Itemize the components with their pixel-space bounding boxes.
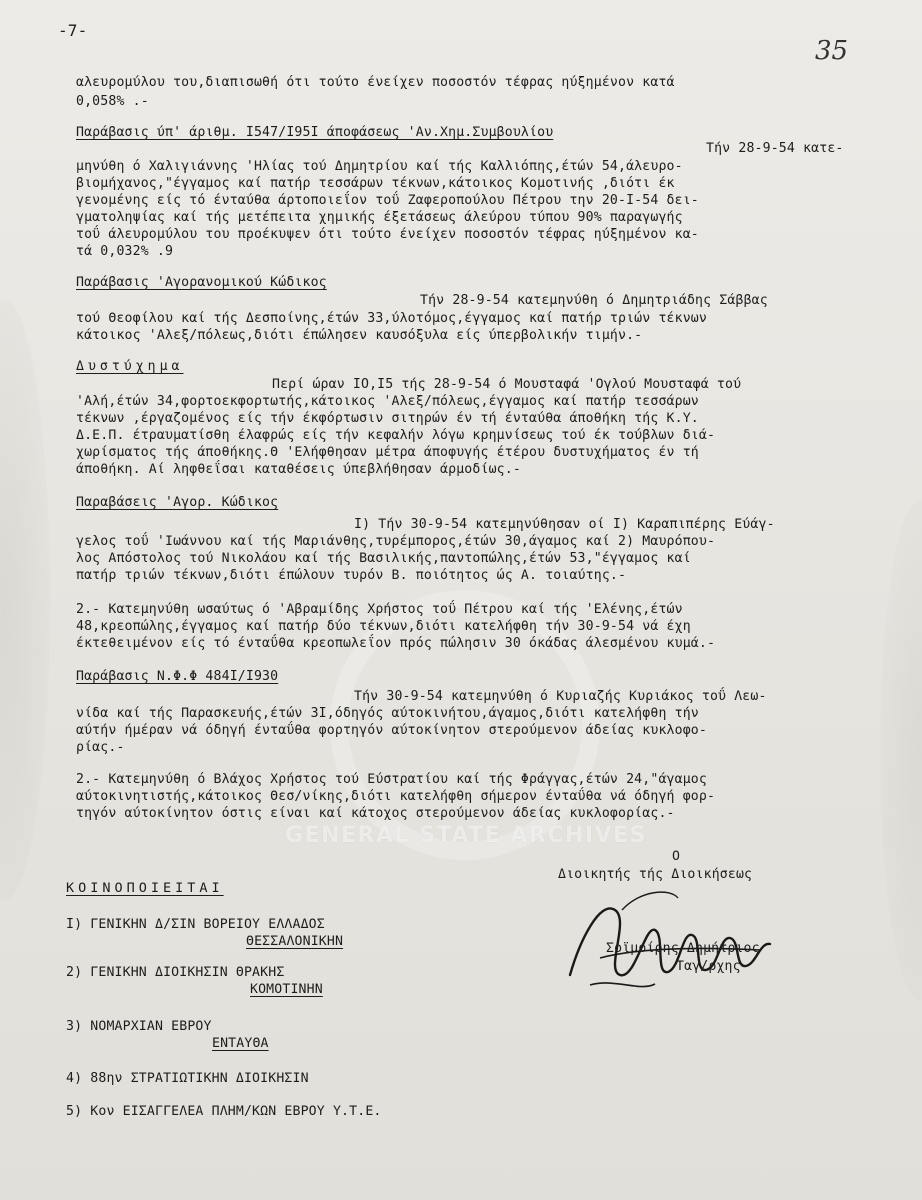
distribution-item: I) ΓΕΝΙΚΗΝ Δ/ΣΙΝ ΒΟΡΕΙΟΥ ΕΛΛΑΔΟΣ: [66, 917, 325, 932]
text-line: αλευρομύλου του,διαπισωθή ότι τούτο ένείχεν ποσοστόν τέφρας ηύξημένον κατά: [76, 75, 675, 90]
text-line: κάτοικος 'Αλεξ/πόλεως,διότι έπώλησεν καυσόξυλα είς ύπερβολικήν τιμήν.-: [76, 328, 643, 343]
text-line: άποθήκη. Αί ληφθεΐσαι καταθέσεις ύπεβλήθησαν άρμοδίως.-: [76, 462, 521, 477]
text-line: Περί ώραν IO,I5 τής 28-9-54 ό Μουσταφά 'Ογλού Μουσταφά τού: [272, 377, 742, 392]
text-line: αύτοκινητιστής,κάτοικος Θεσ/νίκης,διότι κατελήφθη σήμερον ένταΰθα νά όδηγή φορ-: [76, 789, 716, 804]
page-number: -7-: [58, 21, 88, 40]
text-line: πατήρ τριών τέκνων,διότι έπώλουν τυρόν Β. ποιότητος ώς Α. τοιαύτης.-: [76, 568, 627, 583]
text-line: νίδα καί τής Παρασκευής,έτών 3I,όδηγός αύτοκινήτου,άγαμος,διότι κατελήφθη τήν: [76, 706, 699, 721]
signatory-title: Διοικητής τής Διοικήσεως: [558, 867, 753, 882]
signatory-name: Σοϊμοίρης Δημήτριος: [606, 941, 760, 956]
text-line: λος Απόστολος τού Νικολάου καί τής Βασιλικής,παντοπώλης,έτών 53,"έγγαμος καί: [76, 551, 691, 566]
text-line: Τήν 28-9-54 κατεμηνύθη ό Δημητριάδης Σάββας: [420, 293, 768, 308]
text-line: τοΰ άλευρομύλου του προέκυψεν ότι τούτο ένείχεν ποσοστόν τέφρας ηύξημένον κα-: [76, 227, 699, 242]
text-line: χωρίσματος τής άποθήκης.Θ 'Ελήφθησαν μέτρα άποφυγής έτέρου δυστυχήματος έν τή: [76, 445, 699, 460]
text-line: 'Αλή,έτών 34,φορτοεκφορτωτής,κάτοικος 'Αλεξ/πόλεως,έγγαμος καί πατήρ τεσσάρων: [76, 394, 699, 409]
text-line: I) Τήν 30-9-54 κατεμηνύθησαν οί I) Καραπιπέρης Εύάγ-: [354, 517, 775, 532]
section-heading: Παράβασις ύπ' άριθμ. I547/I95I άποφάσεως 'Αν.Χημ.Συμβουλίου: [76, 125, 554, 140]
section-heading: Παραβάσεις 'Αγορ. Κώδικος: [76, 495, 279, 510]
text-line: αύτήν ήμέραν νά όδηγή ένταΰθα φορτηγόν αύτοκίνητον στερούμενον άδείας κυκλοφο-: [76, 723, 707, 738]
distribution-item: 4) 88ην ΣΤΡΑΤΙΩΤΙΚΗΝ ΔΙΟΙΚΗΣΙΝ: [66, 1071, 309, 1086]
section-heading: Δυστύχημα: [76, 359, 184, 374]
text-line: 48,κρεοπώλης,έγγαμος καί πατήρ δύο τέκνων,διότι κατελήφθη τήν 30-9-54 νά έχη: [76, 619, 691, 634]
signatory-rank: Ταγ/ρχης: [676, 959, 741, 974]
distribution-item-place: ΚΟΜΟΤΙΝΗΝ: [250, 982, 323, 997]
scan-smudge: [880, 500, 922, 1000]
distribution-item-place: ΘΕΣΣΑΛΟΝΙΚΗΝ: [246, 934, 344, 949]
handwritten-folio: 35: [815, 36, 849, 66]
distribution-title: ΚΟΙΝΟΠΟΙΕΙΤΑΙ: [66, 880, 224, 896]
signature-mark: Ο: [672, 849, 681, 864]
distribution-item: 3) ΝΟΜΑΡΧΙΑΝ ΕΒΡΟΥ: [66, 1019, 212, 1034]
text-line: τού Θεοφίλου καί τής Δεσποίνης,έτών 33,ύλοτόμος,έγγαμος καί πατήρ τριών τέκνων: [76, 311, 707, 326]
section-heading: Παράβασις 'Αγορανομικού Κώδικος: [76, 275, 327, 290]
text-line: γελος τοΰ 'Ιωάννου καί τής Μαριάνθης,τυρέμπορος,έτών 30,άγαμος καί 2) Μαυρόπου-: [76, 534, 716, 549]
archive-watermark: GENERAL STATE ARCHIVES: [285, 823, 647, 848]
text-line: ρίας.-: [76, 740, 125, 755]
text-line: 0,058% .-: [76, 94, 149, 109]
text-line: γματοληψίας καί τής μετέπειτα χημικής έξετάσεως άλεύρου τύπου 90% παραγωγής: [76, 210, 683, 225]
scan-smudge: [0, 300, 50, 900]
text-line: τέκνων ,έργαζομένος είς τήν έκφόρτωσιν σιτηρών έν τή ένταύθα άποθήκη τής Κ.Υ.: [76, 411, 699, 426]
section-heading: Παράβασις Ν.Φ.Φ 484I/I930: [76, 669, 279, 684]
distribution-item-place: ΕΝΤΑΥΘΑ: [212, 1036, 269, 1051]
text-line: έκτεθειμένον είς τό ένταΰθα κρεοπωλεΐον πρός πώλησιν 30 όκάδας άλεσμένου κυμά.-: [76, 636, 716, 651]
text-line: Τήν 28-9-54 κατε-: [706, 141, 844, 156]
text-line: Τήν 30-9-54 κατεμηνύθη ό Κυριαζής Κυριάκος τοΰ Λεω-: [354, 689, 767, 704]
text-line: 2.- Κατεμηνύθη ό Βλάχος Χρήστος τού Εύστρατίου καί τής Φράγγας,έτών 24,"άγαμος: [76, 772, 707, 787]
distribution-item: 2) ΓΕΝΙΚΗΝ ΔΙΟΙΚΗΣΙΝ ΘΡΑΚΗΣ: [66, 965, 285, 980]
text-line: τά 0,032% .9: [76, 244, 174, 259]
text-line: μηνύθη ό Χαλιγιάννης 'Ηλίας τού Δημητρίου καί τής Καλλιόπης,έτών 54,άλευρο-: [76, 159, 683, 174]
text-line: τηγόν αύτοκίνητον όστις είναι καί κάτοχος στερούμενον άδείας κυκλοφορίας.-: [76, 806, 675, 821]
text-line: Δ.Ε.Π. έτραυματίσθη έλαφρώς είς τήν κεφαλήν λόγω κρημνίσεως τού έκ τούβλων διά-: [76, 428, 716, 443]
text-line: βιομήχανος,"έγγαμος καί πατήρ τεσσάρων τέκνων,κάτοικος Κομοτινής ,διότι έκ: [76, 176, 675, 191]
distribution-item: 5) Κον ΕΙΣΑΓΓΕΛΕΑ ΠΛΗΜ/ΚΩΝ ΕΒΡΟΥ Υ.Τ.Ε.: [66, 1104, 382, 1119]
text-line: 2.- Κατεμηνύθη ωσαύτως ό 'Αβραμίδης Χρήστος τοΰ Πέτρου καί τής 'Ελένης,έτών: [76, 602, 683, 617]
text-line: γενομένης είς τό ένταύθα άρτοποιεΐον τοΰ Ζαφεροπούλου Πέτρου την 20-I-54 δει-: [76, 193, 699, 208]
